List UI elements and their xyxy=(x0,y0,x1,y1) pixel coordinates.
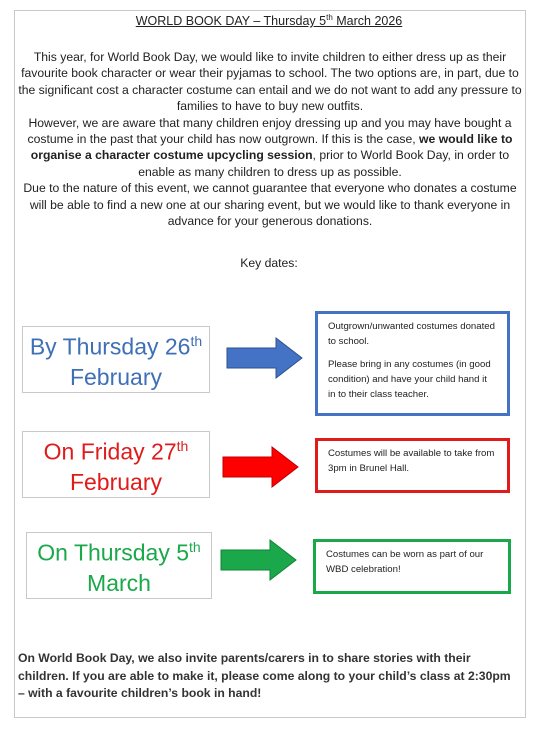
info-text: Costumes will be available to take from 3pm in Brunel Hall. xyxy=(328,448,495,474)
intro-paragraph-1: This year, for World Book Day, we would like to invite children to either dress up as their favourite book character or wear their pyjamas to school. The two options are, in part, due to the significant cost a character costume can entail and we do not want to add any pressure to families to have to buy new outfits. xyxy=(18,50,522,114)
arrow-shape xyxy=(223,447,298,487)
info-box-3 xyxy=(313,539,511,594)
arrow-right-icon-1 xyxy=(226,337,304,379)
info-text: Please bring in any costumes (in good condition) and have your child hand it in to their class teacher. xyxy=(328,359,491,400)
date-box-1: By Thursday 26th February xyxy=(22,326,210,393)
arrow-shape xyxy=(221,540,296,580)
info-box-1 xyxy=(315,311,510,416)
intro-text xyxy=(16,49,524,229)
intro-paragraph-3: Due to the nature of this event, we cannot guarantee that everyone who donates a costume will be able to find a new one at our sharing event, but we would like to thank everyone in advance for your generous donations. xyxy=(23,181,517,229)
info-box-2 xyxy=(315,438,510,493)
info-text: Costumes can be worn as part of our WBD celebration! xyxy=(326,549,484,575)
footer-invitation: On World Book Day, we also invite parents/carers in to share stories with their children. If you are able to make it, please come along to your child’s class at 2:30pm – with a favourite children’s book in hand! xyxy=(18,651,511,701)
key-dates-heading: Key dates: xyxy=(240,256,298,270)
intro-paragraph-2: However, we are aware that many children enjoy dressing up and you may have bought a costume in the past that your child has now outgrown. If this is the case, we would like to organise a character costume upcycling session, prior to World Book Day, in order to enable as many children to dress up as possible. xyxy=(27,115,513,179)
arrow-right-icon-3 xyxy=(220,539,298,581)
date-box-3: On Thursday 5th March xyxy=(26,532,212,599)
info-text: Outgrown/unwanted costumes donated to school. xyxy=(328,321,495,347)
date-box-2: On Friday 27th February xyxy=(22,431,210,498)
arrow-shape xyxy=(227,338,302,378)
page-title: WORLD BOOK DAY – Thursday 5th March 2026 xyxy=(135,13,403,29)
upcycling-highlight: we would like to organise a character costume upcycling session xyxy=(30,132,513,163)
arrow-right-icon-2 xyxy=(222,446,300,488)
